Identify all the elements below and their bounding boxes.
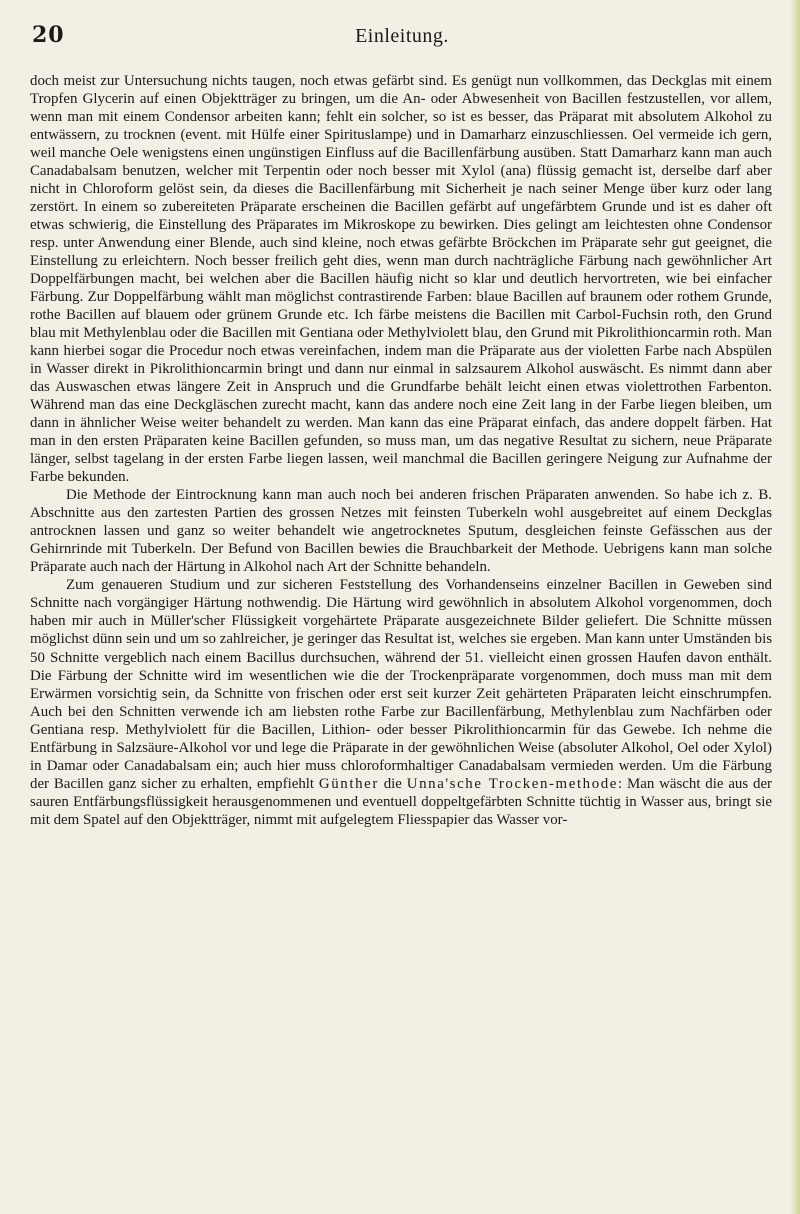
paragraph-3	[30, 576, 772, 828]
author-name-guenther: Günther	[318, 775, 379, 792]
paragraph-2-text: Die Methode der Eintrocknung kann man auch noch bei anderen frischen Präparaten anwenden. So habe ich z. B. Abschnitte aus den zartesten Partien des grossen Netzes mit feinsten Tuberkeln wohl ausgebreitet auf einem Deckglas antrocknen lassen und ganz so weiter behandelt wie angetrocknetes Sputum, desgleichen feinste Gefässchen aus der Gehirnrinde mit Tuberkeln. Der Befund von Bacillen bewies die Brauchbarkeit der Methode. Uebrigens kann man solche Präparate auch nach der Härtung in Alkohol nach Art der Schnitte behandeln.	[30, 487, 772, 576]
page-edge-shadow	[790, 0, 800, 1214]
page-number: 20	[32, 22, 65, 48]
paragraph-3-text-a: Zum genaueren Studium und zur sicheren Feststellung des Vorhandenseins einzelner Bacillen in Geweben sind Schnitte nach vorgängiger Härtung nothwendig. Die Härtung wird gewöhnlich in absolutem Alkohol vorgenommen, doch haben mir auch in Müller'scher Flüssigkeit vorgehärtete Präparate ausgezeichnete Bilder geliefert. Die Schnitte müssen möglichst dünn sein und um so zahlreicher, je geringer das Resultat ist, welches sie ergeben. Man kann unter Umständen bis 50 Schnitte vergeblich nach einem Bacillus durchsuchen, während der 51. vielleicht einen grossen Haufen davon enthält. Die Färbung der Schnitte wird im wesentlichen wie die der Trockenpräparate vorgenommen, doch muss man mit dem Erwärmen vorsichtig sein, da Schnitte von frischen oder erst seit kurzer Zeit gehärteten Präparaten leicht einschrumpfen. Auch bei den Schnitten verwende ich am liebsten rothe Farbe zur Bacillenfärbung, Methylenblau zum Nachfärben oder Gentiana resp. Methylviolett für die Bacillen, Lithion- oder besser Pikrolithioncarmin für das Gewebe. Ich nehme die Entfärbung in Salzsäure-Alkohol vor und lege die Präparate in der gewöhnlichen Weise (absoluter Alkohol, Oel oder Xylol) in Damar oder Canadabalsam ein; auch hier muss chloroformhaltiger Canadabalsam vermieden werden. Um die Färbung der Bacillen ganz sicher zu erhalten, empfiehlt	[30, 577, 772, 792]
paragraph-3-text-b: die	[378, 775, 407, 792]
body-text	[30, 72, 772, 829]
paragraph-2	[30, 486, 772, 576]
paragraph-1-text: doch meist zur Untersuchung nichts taugen, noch etwas gefärbt sind. Es genügt nun vollkommen, das Deckglas mit einem Tropfen Glycerin auf einen Objektträger zu bringen, um die An- oder Abwesenheit von Bacillen festzustellen, vor allem, wenn man mit einem Condensor arbeiten kann; fehlt ein solcher, so ist es besser, das Präparat mit absolutem Alkohol zu entwässern, zu trocknen (event. mit Hülfe einer Spirituslampe) und in Damarharz einzuschliessen. Oel vermeide ich gern, weil manche Oele wenigstens einen ungünstigen Einfluss auf die Bacillenfärbung ausüben. Statt Damarharz kann man auch Canadabalsam benutzen, welcher mit Terpentin oder noch besser mit Xylol (ana) flüssig gemacht ist, derselbe darf aber nicht in Chloroform gelöst sein, da dieses die Bacillenfärbung mit Sicherheit je nach seiner Menge über kurz oder lang zerstört. In einem so zubereiteten Präparate erscheinen die Bacillen gefärbt auf ungefärbtem Grunde und ist es daher oft etwas schwierig, die Einstellung des Präparates im Mikroskope zu bewirken. Dies gelingt am leichtesten ohne Condensor resp. unter Anwendung einer Blende, auch sind kleine, noch etwas gefärbte Bröckchen im Präparate sehr gut geeignet, die Einstellung zu erleichtern. Noch besser freilich geht dies, wenn man durch nachträgliche Färbung nach gewöhnlicher Art Doppelfärbungen macht, bei welchen aber die Bacillen häufig nicht so klar und deutlich hervortreten, wie bei einfacher Färbung. Zur Doppelfärbung wählt man möglichst contrastirende Farben: blaue Bacillen auf braunem oder rothem Grunde, rothe Bacillen auf blauem oder grünem Grunde etc. Ich färbe meistens die Bacillen mit Carbol-Fuchsin roth, den Grund blau mit Methylenblau oder die Bacillen mit Gentiana oder Methylviolett blau, den Grund mit Pikrolithioncarmin roth. Man kann hierbei sogar die Procedur noch etwas vereinfachen, indem man die Präparate aus der violetten Farbe nach Abspülen in Wasser direkt in Pikrolithioncarmin bringt und dann nur einmal in salzsaurem Alkohol auswäscht. Es nimmt dann aber das Auswaschen etwas längere Zeit in Anspruch und die Grundfarbe behält leicht einen etwas violettrothen Farbenton. Während man das eine Deckgläschen zurecht macht, kann das andere noch eine Zeit lang in der Farbe liegen bleiben, um dann in ähnlicher Weise weiter behandelt zu werden. Man kann das eine Präparat einfach, das andere doppelt färben. Hat man in den ersten Präparaten keine Bacillen gefunden, so muss man, um das negative Resultat zu sichern, neue Präparate länger, selbst tagelang in der ersten Farbe liegen lassen, weil manchmal die Bacillen geringere Neigung zur Aufnahme der Farbe bekunden.	[30, 73, 772, 486]
paragraph-1	[30, 72, 772, 486]
paragraph-3-text-c: : Man wäscht die aus der sauren Entfärbungsflüssigkeit herausgenommenen und eventuell doppeltgefärbten Schnitte tüchtig in Wasser aus, bringt sie mit dem Spatel auf den Objektträger, nimmt mit aufgelegtem Fliesspapier das Wasser vor-	[30, 775, 773, 828]
section-title: Einleitung.	[355, 25, 449, 47]
running-head	[28, 22, 776, 52]
method-name-unna: Unna'sche Trocken-methode	[406, 775, 619, 792]
